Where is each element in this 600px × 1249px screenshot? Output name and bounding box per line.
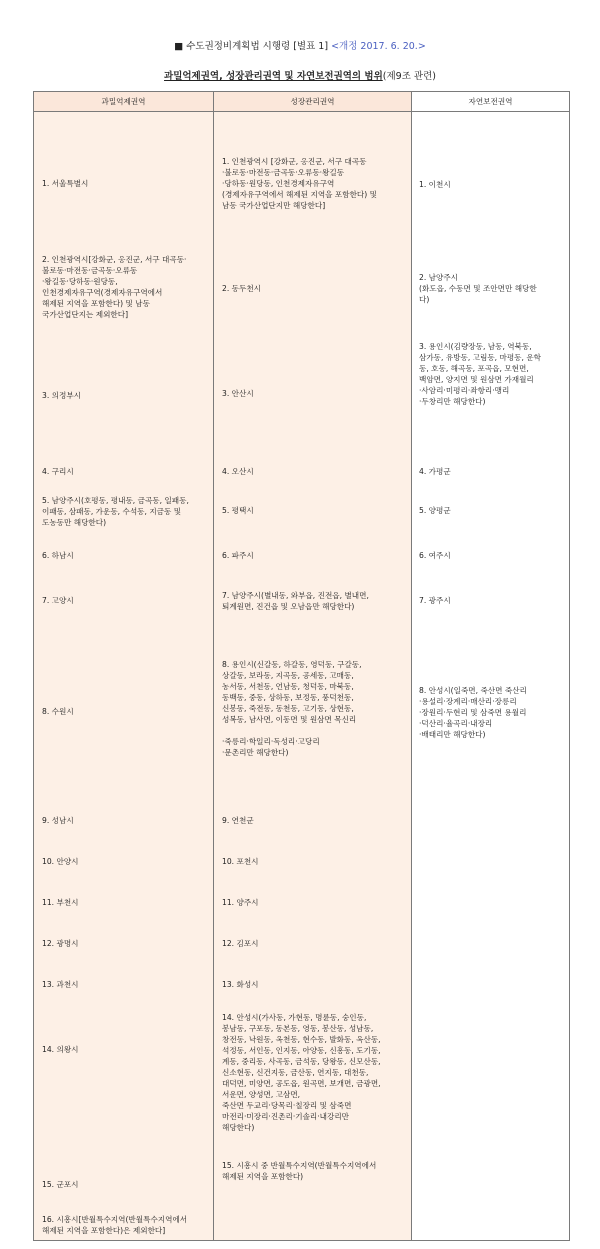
region-entry (42, 550, 207, 561)
region-entry-line: 대덕면, 미양면, 공도읍, 원곡면, 보개면, 금광면, (222, 1079, 381, 1088)
region-entry-line: 해당한다) (222, 1123, 255, 1132)
region-entry-line: ·용설리·장계리·매산리·장릉리 (419, 697, 517, 706)
region-entry-line: (화도읍, 수동면 및 조안면만 해당한 (419, 284, 537, 293)
region-entry-line: 11. 부천시 (42, 898, 79, 907)
region-entry-line: 7. 남양주시(별내동, 와부읍, 진전읍, 별내면, (222, 591, 369, 600)
region-entry (222, 897, 403, 908)
table-title (0, 68, 600, 82)
region-entry-line: 7. 고양시 (42, 596, 74, 605)
region-entry (42, 979, 207, 990)
region-entry-line: 상갈동, 보라동, 지곡동, 공세동, 고매동, (222, 671, 354, 680)
region-entry-line: 4. 가평군 (419, 467, 451, 476)
region-entry-line: 12. 김포시 (222, 939, 259, 948)
region-entry-line: 5. 양평군 (419, 506, 451, 515)
region-entry-line: ·배태리만 해당한다) (419, 730, 486, 739)
region-entry-line: 신소현동, 신건지동, 금산동, 연지동, 대천동, (222, 1068, 369, 1077)
header-growth-management: 성장관리권역 (214, 92, 412, 112)
region-entry (419, 505, 564, 516)
region-entry-line: 해제된 지역을 포함한다)은 제외한다] (42, 1226, 166, 1235)
region-entry-line: 퇴계원면, 진건읍 및 오남읍만 해당한다) (222, 602, 355, 611)
region-entry (222, 659, 403, 758)
region-entry-line: ·불로동·마전동·금곡동·오류동·왕길동 (222, 168, 345, 177)
region-entry-line: 해제된 지역을 포함한다) 및 남동 (42, 299, 150, 308)
region-entry-line: 죽산면 두교리·당목리·칠장리 및 삼죽면 (222, 1101, 352, 1110)
region-entry-line (222, 725, 403, 736)
region-entry (42, 815, 207, 826)
region-entry (222, 1012, 403, 1133)
region-entry-line: 남동 국가산업단지만 해당한다] (222, 201, 326, 210)
region-entry (222, 938, 403, 949)
region-entry-line: 15. 군포시 (42, 1180, 79, 1189)
region-entry-line: 다) (419, 295, 430, 304)
growth-management-column (214, 112, 412, 1241)
region-entry-line: 1. 이천시 (419, 180, 451, 189)
table-title-note: (제9조 관련) (382, 71, 436, 82)
region-entry-line: ·덕산리·율곡리·내장리 (419, 719, 493, 728)
region-entry-line: 2. 남양주시 (419, 273, 459, 282)
region-entry-line: 8. 안성시(일죽면, 죽산면 죽산리 (419, 686, 527, 695)
region-entry (222, 1160, 403, 1182)
region-entry-line: 1. 서울특별시 (42, 179, 89, 188)
region-entry-line: 해제된 지역을 포함한다) (222, 1172, 304, 1181)
region-entry-line: ·왕길동·당하동·원당동, (42, 277, 118, 286)
region-entry-line: 8. 수원시 (42, 707, 74, 716)
region-entry-line: 16. 시흥시[반월특수지역(반월특수지역에서 (42, 1215, 188, 1224)
region-entry-line: 3. 용인시(김량장동, 남동, 역북동, (419, 342, 532, 351)
region-entry-line: 4. 오산시 (222, 467, 254, 476)
region-entry (42, 856, 207, 867)
region-entry-line: ·사암리·미평리·좌항리·맹리 (419, 386, 510, 395)
region-entry (42, 466, 207, 477)
region-entry-line: 동, 호동, 해곡동, 포곡읍, 모현면, (419, 364, 529, 373)
region-entry-line: 농서동, 서천동, 언남동, 청덕동, 마북동, (222, 682, 354, 691)
region-entry (42, 178, 207, 189)
region-entry (222, 505, 403, 516)
region-entry-line: 백암면, 양지면 및 원삼면 가재월리 (419, 375, 534, 384)
region-entry (419, 685, 564, 740)
header-overcrowding: 과밀억제권역 (34, 92, 214, 112)
region-entry-line: 6. 여주시 (419, 551, 451, 560)
header-nature-conservation: 자연보전권역 (412, 92, 570, 112)
region-entry-line: 2. 동두천시 (222, 284, 262, 293)
region-entry-line: 6. 파주시 (222, 551, 254, 560)
table-title-main: 과밀억제권역, 성장관리권역 및 자연보전권역의 범위 (164, 71, 383, 82)
region-entry-line: 창전동, 낙원동, 옥천동, 현수동, 발화동, 옥산동, (222, 1035, 381, 1044)
region-entry (42, 595, 207, 606)
region-entry (419, 272, 564, 305)
region-entry-line: 서운면, 양성면, 고삼면, (222, 1090, 301, 1099)
region-entry-line: ·두창리만 해당한다) (419, 397, 486, 406)
region-entry-line: 인천경제자유구역(경제자유구역에서 (42, 288, 163, 297)
region-entry (222, 590, 403, 612)
region-entry-line: ·당하동·원당동, 인천경제자유구역 (222, 179, 335, 188)
region-entry-line: 마전리·미장리·진촌리·기솔리·내강리만 (222, 1112, 350, 1121)
revision-date: <개정 2017. 6. 20.> (331, 41, 426, 52)
region-entry (42, 495, 207, 528)
region-entry-line: 5. 남양주시(호평동, 평내동, 금곡동, 일패동, (42, 496, 189, 505)
region-entry-line: ·장원리·두현리 및 삼죽면 용월리 (419, 708, 527, 717)
region-entry-line: 14. 의왕시 (42, 1045, 79, 1054)
region-entry-line: 2. 인천광역시[강화군, 옹진군, 서구 대곡동· (42, 255, 187, 264)
region-entry-line: 10. 포천시 (222, 857, 259, 866)
region-entry-line: 국가산업단지는 제외한다] (42, 310, 129, 319)
region-entry-line: 7. 광주시 (419, 596, 451, 605)
region-entry (222, 388, 403, 399)
region-entry-line: 9. 성남시 (42, 816, 74, 825)
region-entry-line: 10. 안양시 (42, 857, 79, 866)
region-entry (42, 390, 207, 401)
region-entry-line: 13. 과천시 (42, 980, 79, 989)
square-bullet-icon: ■ (174, 41, 184, 52)
region-entry-line: 5. 평택시 (222, 506, 254, 515)
region-table (33, 91, 570, 1241)
region-entry (42, 938, 207, 949)
document-header (0, 38, 600, 52)
region-entry-line: 13. 화성시 (222, 980, 259, 989)
region-entry-line: 6. 하남시 (42, 551, 74, 560)
region-entry (42, 706, 207, 717)
region-entry-line: 11. 양주시 (222, 898, 259, 907)
region-entry-line: 성복동, 남사면, 이동면 및 원삼면 목신리 (222, 715, 357, 724)
region-entry (42, 1214, 207, 1236)
region-entry-line: 12. 광명시 (42, 939, 79, 948)
law-title: 수도권정비계획법 시행령 [별표 1] (186, 41, 329, 52)
region-entry-line: 삼가동, 유방동, 고림동, 마평동, 운학 (419, 353, 542, 362)
region-entry-line: (경제자유구역에서 해제된 지역을 포함한다) 및 (222, 190, 377, 199)
region-entry (42, 1179, 207, 1190)
region-entry-line: 계동, 중리동, 사곡동, 금석동, 당왕동, 신모산동, (222, 1057, 381, 1066)
region-entry-line: 도농동만 해당한다) (42, 518, 107, 527)
region-entry-line: 석정동, 서인동, 인지동, 아양동, 신흥동, 도기동, (222, 1046, 381, 1055)
region-entry-line: 4. 구리시 (42, 467, 74, 476)
region-entry-line: 8. 용인시(신갈동, 하갈동, 영덕동, 구갈동, (222, 660, 362, 669)
region-entry (419, 179, 564, 190)
region-entry (222, 979, 403, 990)
region-entry-line: ·죽릉리·학일리·독성리·고당리 (222, 737, 320, 746)
region-entry (222, 156, 403, 211)
region-entry-line: 15. 시흥시 중 반월특수지역(반월특수지역에서 (222, 1161, 377, 1170)
region-entry-line: ·문촌리만 해당한다) (222, 748, 289, 757)
region-entry-line: 1. 인천광역시 [강화군, 옹진군, 서구 대곡동 (222, 157, 367, 166)
region-entry (42, 1044, 207, 1055)
region-entry-line: 동백동, 중동, 상하동, 보정동, 풍덕천동, (222, 693, 354, 702)
region-entry (419, 550, 564, 561)
region-entry (222, 856, 403, 867)
region-entry-line: 불로동·마전동·금곡동·오류동 (42, 266, 138, 275)
region-entry-line: 봉남동, 구포동, 동본동, 영동, 봉산동, 성남동, (222, 1024, 374, 1033)
region-entry (419, 595, 564, 606)
region-entry (222, 466, 403, 477)
region-entry-line: 3. 의정부시 (42, 391, 82, 400)
region-entry (222, 283, 403, 294)
table-body-row (34, 112, 570, 1241)
overcrowding-column (34, 112, 214, 1241)
region-entry (42, 897, 207, 908)
region-entry-line: 9. 연천군 (222, 816, 254, 825)
region-entry (222, 815, 403, 826)
region-entry (42, 254, 207, 320)
region-entry (222, 550, 403, 561)
region-entry (419, 466, 564, 477)
nature-conservation-column (412, 112, 570, 1241)
region-entry-line: 이패동, 삼패동, 가운동, 수석동, 지금동 및 (42, 507, 182, 516)
region-entry-line: 신봉동, 죽전동, 동천동, 고기동, 상현동, (222, 704, 354, 713)
region-entry-line: 14. 안성시(가사동, 가현동, 명륜동, 숭인동, (222, 1013, 367, 1022)
region-entry-line: 3. 안산시 (222, 389, 254, 398)
table-header-row (34, 92, 570, 112)
region-entry (419, 341, 564, 407)
